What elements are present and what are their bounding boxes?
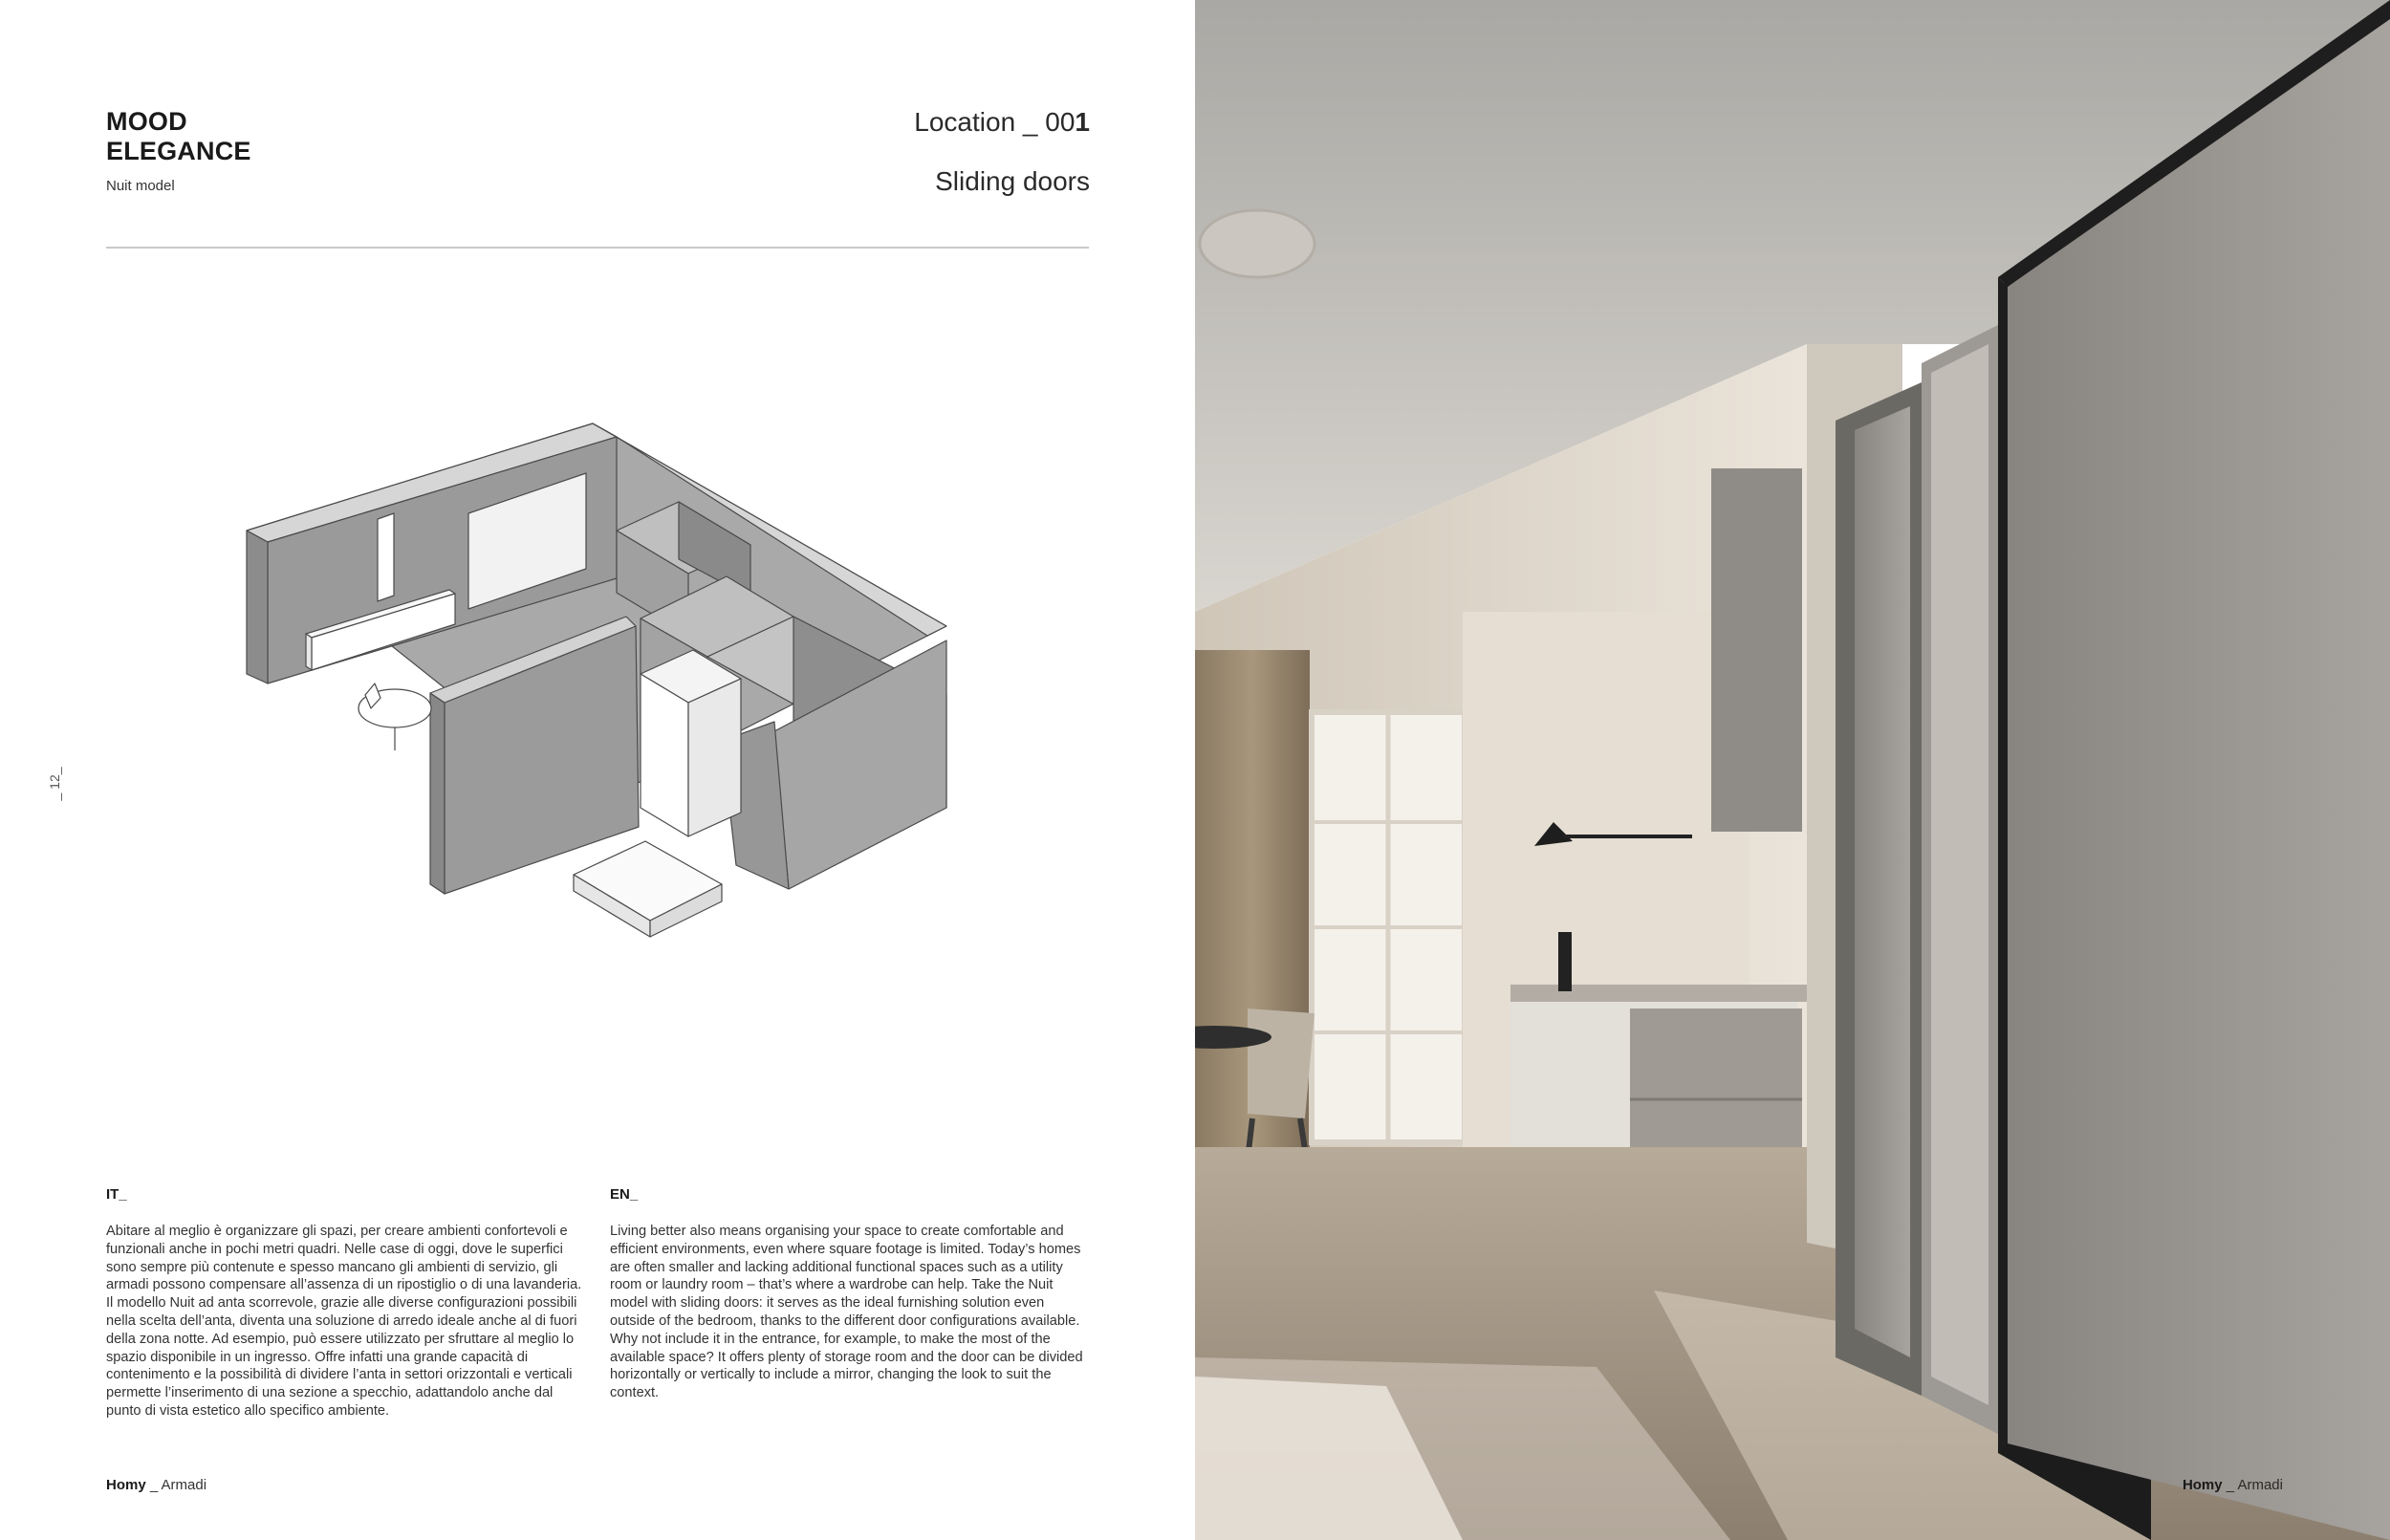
- footer-section: _ Armadi: [145, 1477, 207, 1493]
- location-number: 1: [1075, 107, 1090, 137]
- page-number: [40, 765, 69, 803]
- en-heading: EN_: [610, 1186, 639, 1203]
- en-body-text: Living better also means organising your space to create comfortable and efficient environments, even where square footage is limited. Today’s homes are often smaller and lacking additional functional spaces such as a utility room or laundry room – that’s where a wardrobe can help. Take the Nuit model with sliding doors: it serves as the ideal furnishing solution even outside of the bedroom, thanks to the different door configurations available. Why not include it in the entrance, for example, to make the most of the available space? It offers plenty of storage room and the door can be divided horizontally or vertically to include a mirror, changing the look to suit the context.: [610, 1224, 1083, 1401]
- mood-title: [106, 107, 251, 166]
- interior-photo-icon: [1195, 0, 2390, 1540]
- footer-right: [2183, 1477, 2283, 1493]
- it-heading: IT_: [106, 1186, 127, 1203]
- location-prefix: Location _ 00: [914, 107, 1076, 137]
- it-body-text: Abitare al meglio è organizzare gli spazi, per creare ambienti confortevoli e funzionali anche in pochi metri quadri. Nelle case di oggi, dove le superfici sono sempre più contenute e spesso mancano gli ambienti di servizio, gli armadi possono compensare all’assenza di un ripostiglio o di una lavanderia. Il modello Nuit ad anta scorrevole, grazie alle diverse configurazioni possibili nella scelta dell’anta, diventa una soluzione di arredo ideale anche al di fuori della zona notte. Ad esempio, può essere utilizzato per sfruttare al meglio lo spazio disponibile in un ingresso. Offre infatti una grande capacità di contenimento e la possibilità di dividere l’anta in settori orizzontali e verticali permette l’inserimento di una sezione a specchio, adattandolo anche dal punto di vista estetico allo specifico ambiente.: [106, 1224, 582, 1419]
- model-subtitle: Nuit model: [106, 178, 175, 194]
- footer-section: _ Armadi: [2222, 1477, 2283, 1493]
- location-label: [914, 107, 1090, 138]
- page-number-text: _ 12_: [47, 767, 62, 801]
- mood-title-line1: MOOD: [106, 107, 187, 136]
- product-label: Sliding doors: [935, 166, 1090, 196]
- right-page: [1195, 0, 2390, 1540]
- top-divider: [106, 247, 1089, 249]
- mood-title-line2: ELEGANCE: [106, 137, 251, 165]
- footer-brand: Homy: [106, 1477, 146, 1493]
- isometric-floor-plan-icon: [239, 406, 956, 956]
- footer-brand: Homy: [2182, 1477, 2223, 1493]
- footer-left: [106, 1477, 206, 1493]
